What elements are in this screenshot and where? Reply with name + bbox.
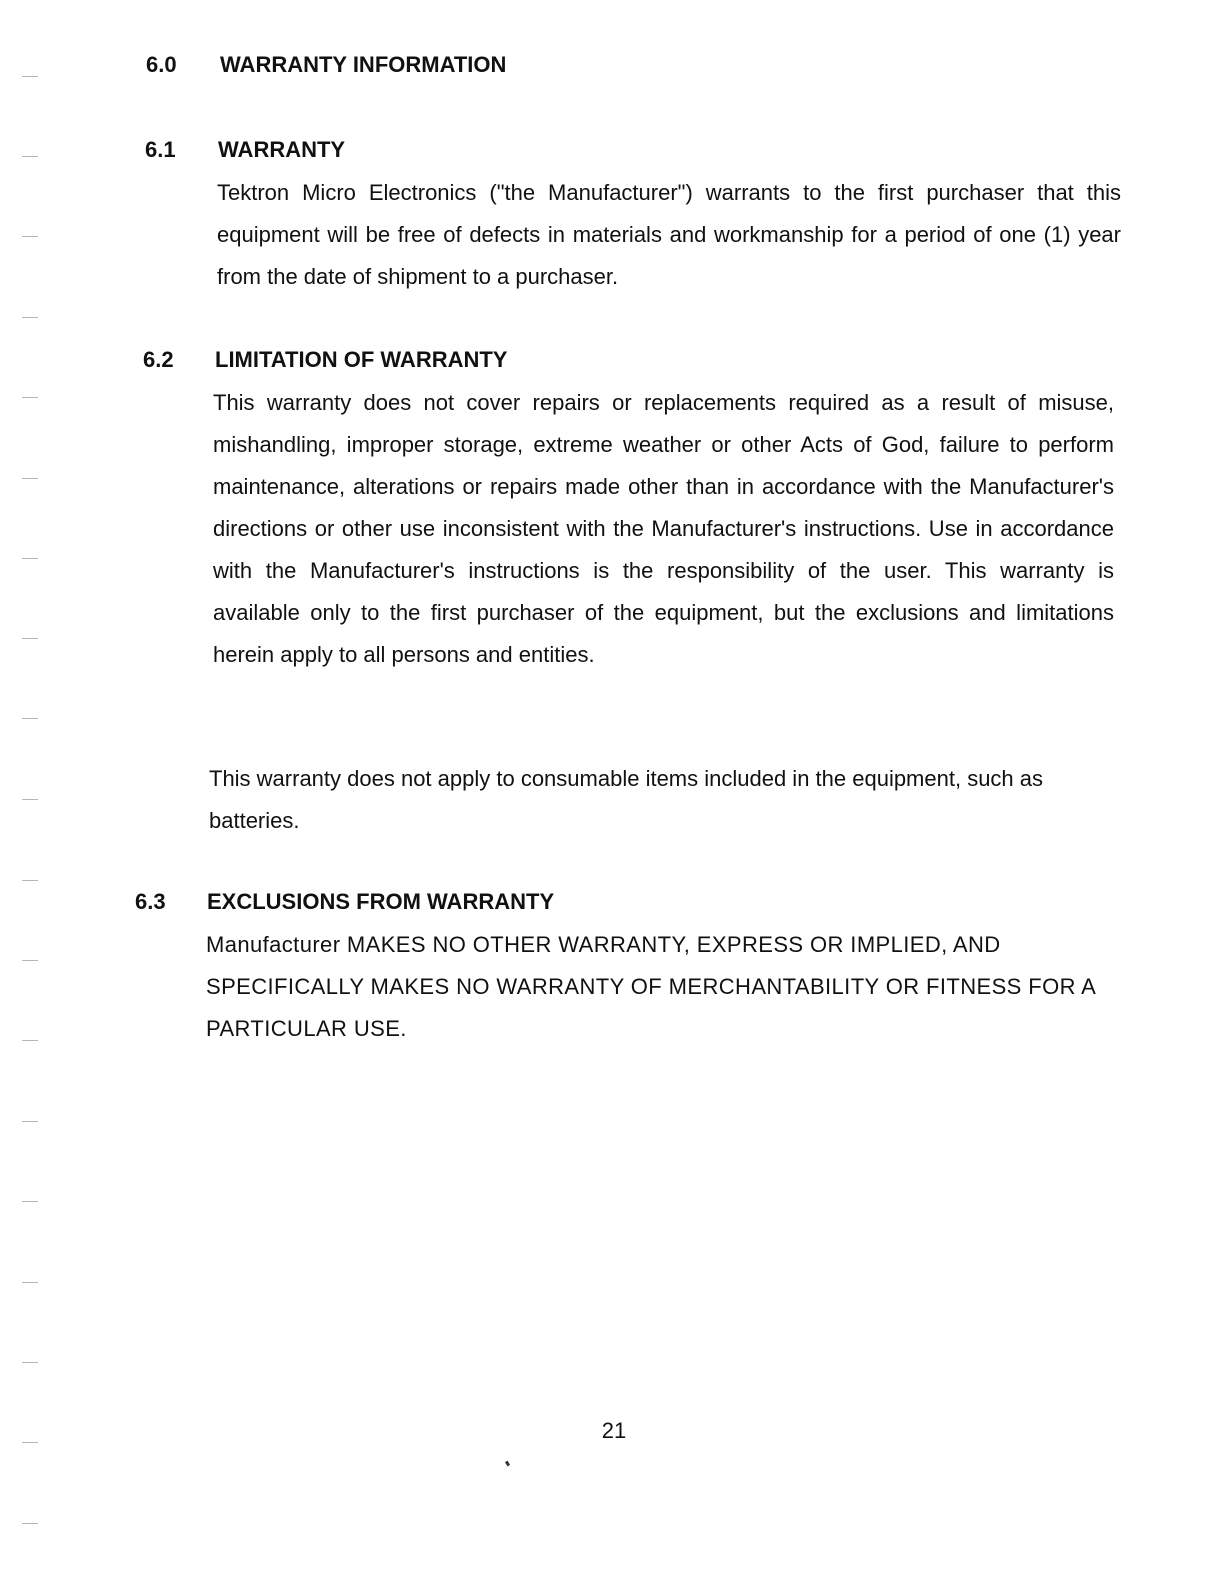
section-title: WARRANTY [218, 137, 346, 162]
paragraph: Tektron Micro Electronics ("the Manufacturer") warrants to the first purchaser that this equipment will be free of defects in materials and workmanship for a period of one (1) year from the date of shipment to a purchaser. [217, 180, 1121, 289]
margin-tick [22, 156, 38, 157]
margin-tick [22, 1523, 38, 1524]
margin-tick [22, 1442, 38, 1443]
paragraph: This warranty does not cover repairs or replacements required as a result of misuse, mishandling, improper storage, extreme weather or other Acts of God, failure to perform maintenance, alterations or repairs made other than in accordance with the Manufacturer's directions or other use inconsistent with the Manufacturer's instructions. Use in accordance with the Manufacturer's instructions is the responsibility of the user. This warranty is available only to the first purchaser of the equipment, but the exclusions and limitations herein apply to all persons and entities. [213, 390, 1114, 667]
margin-tick [22, 1201, 38, 1202]
margin-tick [22, 558, 38, 559]
section-title: EXCLUSIONS FROM WARRANTY [207, 889, 555, 914]
margin-tick [22, 638, 38, 639]
margin-tick [22, 1282, 38, 1283]
margin-tick [22, 1121, 38, 1122]
margin-tick [22, 397, 38, 398]
margin-tick [22, 317, 38, 318]
page-number: 21 [601, 1418, 627, 1443]
section-title: LIMITATION OF WARRANTY [215, 347, 508, 372]
section-number: 6.1 [145, 137, 176, 162]
margin-tick [22, 718, 38, 719]
margin-tick [22, 960, 38, 961]
scan-speck [505, 1461, 510, 1467]
section-number: 6.2 [143, 347, 174, 372]
section-number: 6.0 [146, 52, 177, 77]
margin-tick [22, 236, 38, 237]
section-6-3-body [206, 924, 1111, 1050]
section-6-1-body [217, 172, 1121, 298]
section-number: 6.3 [135, 889, 166, 914]
margin-tick [22, 880, 38, 881]
section-6-2-body-2 [209, 758, 1114, 842]
paragraph: Manufacturer MAKES NO OTHER WARRANTY, EXPRESS OR IMPLIED, AND SPECIFICALLY MAKES NO WARRANTY OF MERCHANTABILITY OR FITNESS FOR A PARTICULAR USE. [206, 932, 1096, 1041]
margin-tick [22, 76, 38, 77]
margin-tick [22, 1040, 38, 1041]
margin-tick [22, 799, 38, 800]
scan-margin-ticks [22, 0, 42, 1582]
margin-tick [22, 478, 38, 479]
section-6-2-body [213, 382, 1114, 676]
margin-tick [22, 1362, 38, 1363]
paragraph: This warranty does not apply to consumable items included in the equipment, such as batteries. [209, 766, 1044, 833]
section-title: WARRANTY INFORMATION [220, 52, 507, 77]
